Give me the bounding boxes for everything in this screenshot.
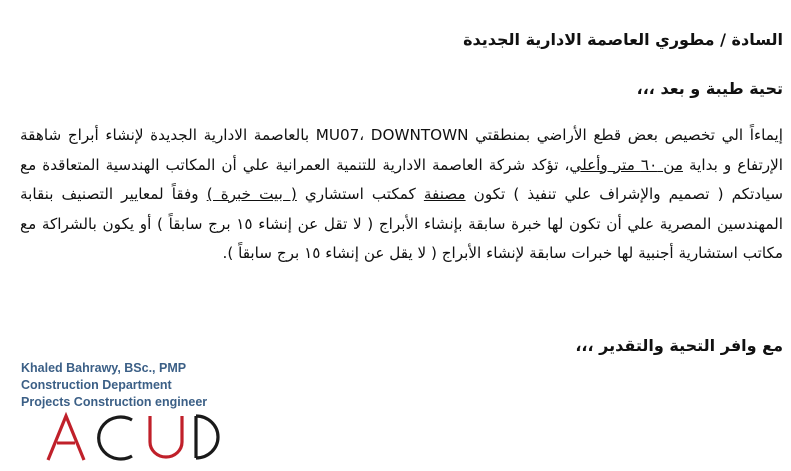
body-text-part-1: إيماءاً الي تخصيص بعض قطع الأراضي بمنطقتي MU07، DOWNTOWN بالعاصمة الادارية الجديدة لإنشاء أبراج شاهقة الإرتفاع و بداية (20, 126, 784, 174)
body-underlined-expert-house: ( بيت خبرة ) (206, 185, 297, 203)
letter-addressee: السادة / مطوري العاصمة الادارية الجديدة (463, 30, 783, 49)
signature-name: Khaled Bahrawy, BSc., PMP (21, 361, 187, 375)
acud-logo (46, 410, 222, 462)
body-underlined-classified: مصنفة (423, 185, 466, 203)
body-text-part-2: ، تؤكد شركة العاصمة الادارية للتنمية العمرانية علي أن المكاتب الهندسية المتعاقدة مع سيادتكم ( تصميم والإشراف علي تنفيذ ) تكون (20, 155, 783, 203)
body-text-part-4: وفقاً لمعايير التصنيف بنقابة المهندسين المصرية علي أن تكون لها خبرة سابقة بإنشاء الأبراج ( لا تقل عن إنشاء ١٥ برج سابقاً ) أو يكون بالشراكة مع مكاتب استشارية أجنبية لها خبرات سابقة لإنشاء الأبراج ( لا يقل عن إنشاء ١٥ برج سابقاً ). (20, 185, 783, 262)
letter-closing: مع وافر التحية والتقدير ،،، (575, 336, 783, 355)
letter-body (20, 121, 783, 269)
letter-greeting: تحية طيبة و بعد ،،، (636, 79, 783, 98)
body-underlined-height: من ٦٠ متر وأعلي (569, 155, 683, 174)
signature-block (21, 360, 207, 411)
body-text-part-3: كمكتب استشاري (296, 185, 424, 203)
signature-department: Construction Department (21, 378, 172, 392)
signature-title: Projects Construction engineer (21, 395, 208, 409)
